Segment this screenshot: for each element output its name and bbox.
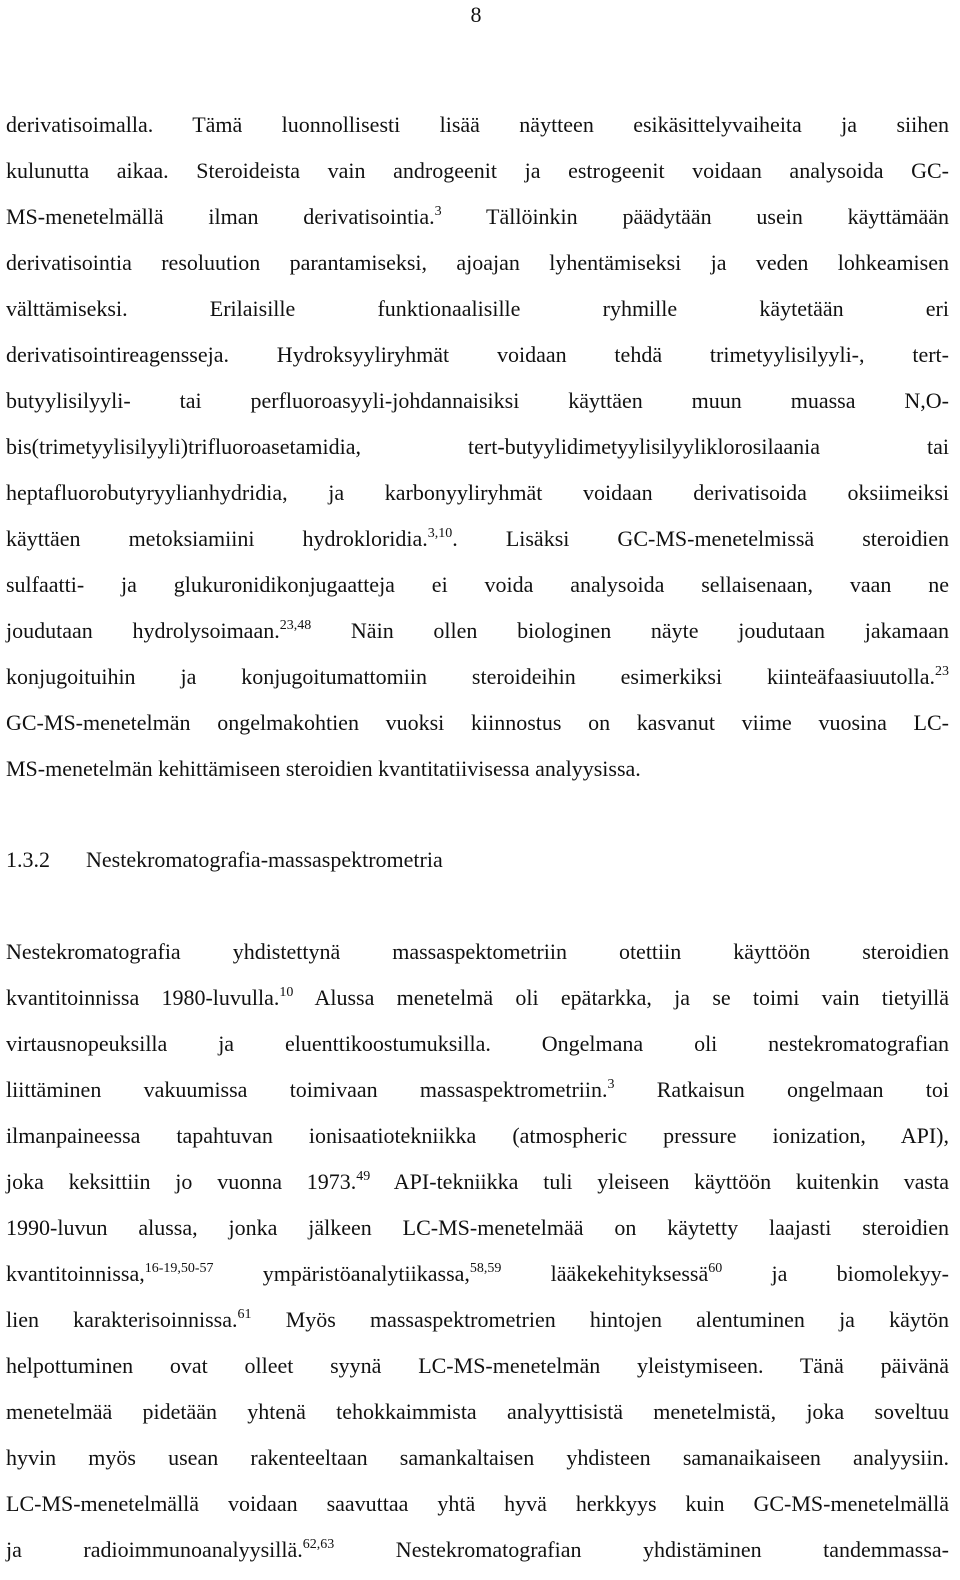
text-span: ja biomolekyy- (722, 1261, 950, 1286)
citation-superscript: 3 (607, 1077, 615, 1092)
text-line: virtausnopeuksilla ja eluenttikoostumuksilla. Ongelmana oli nestekromatografian (6, 1031, 949, 1056)
text-line: ilmanpaineessa tapahtuvan ionisaatiotekniikka (atmospheric pressure ionization, API), (6, 1123, 949, 1148)
text-line (6, 616, 949, 646)
text-span: MS-menetelmällä ilman derivatisointia. (6, 204, 435, 229)
citation-superscript: 3,10 (427, 526, 453, 541)
citation-superscript: 3 (434, 204, 442, 219)
citation-superscript: 58,59 (469, 1261, 502, 1276)
text-span: ja radioimmunoanalyysillä. (6, 1537, 303, 1562)
text-span: kvantitoinnissa 1980-luvulla. (6, 985, 280, 1010)
text-line: bis(trimetyylisilyyli)trifluoroasetamidia, tert-butyylidimetyylisilyyliklorosilaania tai (6, 434, 949, 459)
text-span: konjugoituihin ja konjugoitumattomiin steroideihin esimerkiksi kiinteäfaasiuutolla. (6, 664, 935, 689)
text-line: hyvin myös usean rakenteeltaan samankaltaisen yhdisteen samanaikaiseen analyysiin. (6, 1445, 949, 1470)
citation-superscript: 49 (356, 1169, 371, 1184)
section-heading (6, 845, 443, 875)
text-line: derivatisointireagensseja. Hydroksyyliryhmät voidaan tehdä trimetyylisilyyli-, tert- (6, 342, 949, 367)
text-line: GC-MS-menetelmän ongelmakohtien vuoksi kiinnostus on kasvanut viime vuosina LC- (6, 710, 949, 735)
text-line: butyylisilyyli- tai perfluoroasyyli-johdannaisiksi käyttäen muun muassa N,O- (6, 388, 949, 413)
text-span: joka keksittiin jo vuonna 1973. (6, 1169, 357, 1194)
citation-superscript: 23,48 (279, 618, 312, 633)
citation-superscript: 62,63 (302, 1537, 335, 1552)
text-span: Alussa menetelmä oli epätarkka, ja se toimi vain tietyillä (293, 985, 949, 1010)
text-span: Tällöinkin päädytään usein käyttämään (441, 204, 950, 229)
text-line (6, 1167, 949, 1197)
text-line: LC-MS-menetelmällä voidaan saavuttaa yhtä hyvä herkkyys kuin GC-MS-menetelmällä (6, 1491, 949, 1516)
text-line: derivatisointia resoluution parantamiseksi, ajoajan lyhentämiseksi ja veden lohkeamisen (6, 250, 949, 275)
text-span: lien karakterisoinnissa. (6, 1307, 238, 1332)
text-span: API-tekniikka tuli yleiseen käyttöön kuitenkin vasta (370, 1169, 949, 1194)
text-line: sulfaatti- ja glukuronidikonjugaatteja ei voida analysoida sellaisenaan, vaan ne (6, 572, 949, 597)
text-span: Nestekromatografian yhdistäminen tandemmassa- (334, 1537, 949, 1562)
text-span: . Lisäksi GC-MS-menetelmissä steroidien (452, 526, 949, 551)
text-line (6, 524, 949, 554)
text-line: heptafluorobutyryylianhydridia, ja karbonyyliryhmät voidaan derivatisoida oksiimeiksi (6, 480, 949, 505)
text-span: lääkekehityksessä (501, 1261, 709, 1286)
text-line (6, 983, 949, 1013)
citation-superscript: 61 (237, 1307, 252, 1322)
text-line: 1990-luvun alussa, jonka jälkeen LC-MS-menetelmää on käytetty laajasti steroidien (6, 1215, 949, 1240)
text-span: ympäristöanalytiikassa, (213, 1261, 470, 1286)
citation-superscript: 10 (279, 985, 294, 1000)
text-span: kvantitoinnissa, (6, 1261, 145, 1286)
text-line (6, 1305, 949, 1335)
text-line (6, 662, 949, 692)
text-line: derivatisoimalla. Tämä luonnollisesti lisää näytteen esikäsittelyvaiheita ja siihen (6, 112, 949, 137)
text-line: kulunutta aikaa. Steroideista vain androgeenit ja estrogeenit voidaan analysoida GC- (6, 158, 949, 183)
text-line (6, 1535, 949, 1565)
text-line: Nestekromatografia yhdistettynä massaspektometriin otettiin käyttöön steroidien (6, 939, 949, 964)
page-number: 8 (470, 2, 482, 27)
text-span: joudutaan hydrolysoimaan. (6, 618, 280, 643)
text-line (6, 1075, 949, 1105)
text-line: välttämiseksi. Erilaisille funktionaalisille ryhmille käytetään eri (6, 296, 949, 321)
text-span: Näin ollen biologinen näyte joudutaan jakamaan (311, 618, 949, 643)
text-span: Myös massaspektrometrien hintojen alentuminen ja käytön (251, 1307, 949, 1332)
section-title: Nestekromatografia-massaspektrometria (86, 847, 443, 872)
text-line (6, 202, 949, 232)
text-span: liittäminen vakuumissa toimivaan massaspektrometriin. (6, 1077, 608, 1102)
section-number: 1.3.2 (6, 847, 50, 872)
citation-superscript: 60 (708, 1261, 723, 1276)
text-line: menetelmää pidetään yhtenä tehokkaimmista analyyttisistä menetelmistä, joka soveltuu (6, 1399, 949, 1424)
citation-superscript: 23 (935, 664, 949, 679)
citation-superscript: 16-19,50-57 (144, 1261, 214, 1276)
text-line (6, 1259, 949, 1289)
text-line: helpottuminen ovat olleet syynä LC-MS-menetelmän yleistymiseen. Tänä päivänä (6, 1353, 949, 1378)
text-span: käyttäen metoksiamiini hydrokloridia. (6, 526, 428, 551)
text-line: MS-menetelmän kehittämiseen steroidien kvantitatiivisessa analyysissa. (6, 756, 641, 781)
text-span: Ratkaisun ongelmaan toi (614, 1077, 949, 1102)
